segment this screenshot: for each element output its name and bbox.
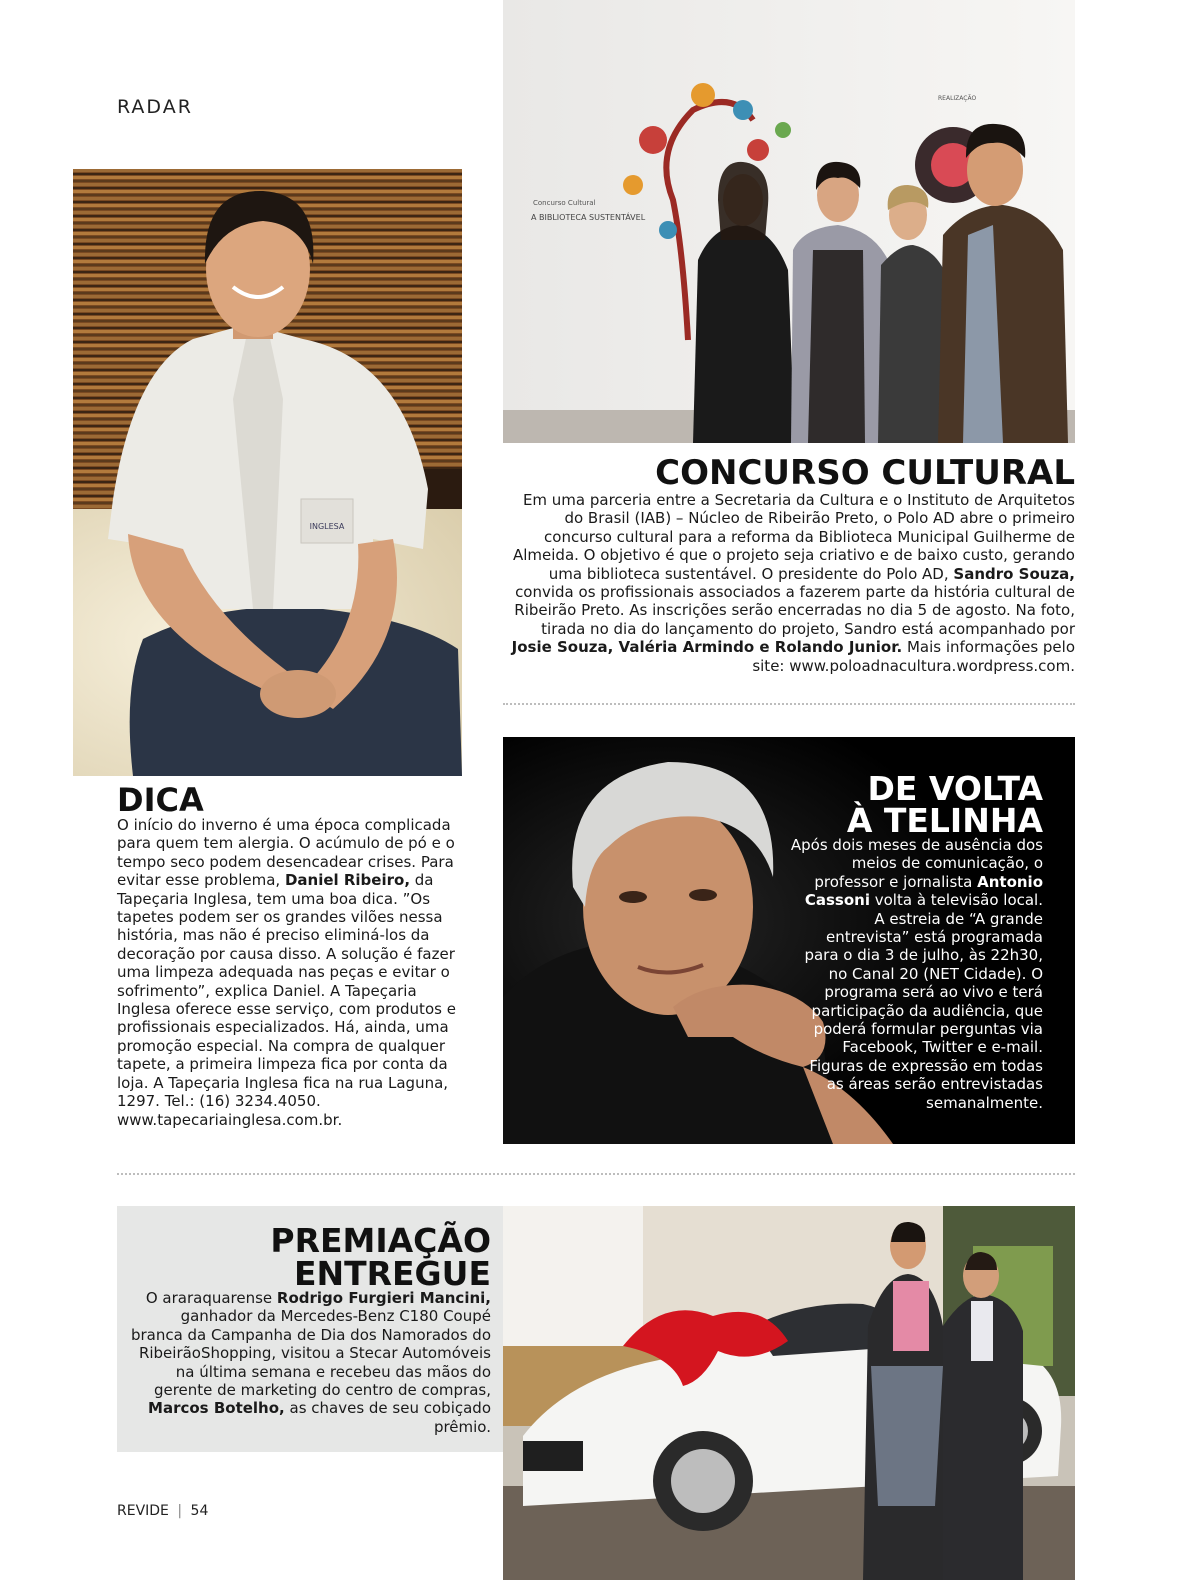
concurso-photo xyxy=(503,0,1075,443)
telinha-body xyxy=(790,836,1043,1112)
concurso-bold-1: Sandro Souza, xyxy=(953,564,1075,583)
premiacao-title-line-2: ENTREGUE xyxy=(293,1254,491,1293)
premiacao-bold-2: Marcos Botelho, xyxy=(148,1399,285,1418)
premiacao-title-line-1: PREMIAÇÃO xyxy=(270,1221,491,1260)
divider-top-right xyxy=(503,703,1075,705)
telinha-text-1: Após dois meses de ausência dos meios de comunicação, o professor e jornalista xyxy=(790,836,1043,891)
premiacao-body xyxy=(130,1289,491,1436)
premiacao-title xyxy=(117,1221,491,1293)
dica-text-1: O início do inverno é uma época complicada para quem tem alergia. O acúmulo de pó e o tempo seco podem desencadear crises. Para evitar esse problema, xyxy=(117,816,455,890)
premiacao-text-2: ganhador da Mercedes-Benz C180 Coupé branca da Campanha de Dia dos Namorados do RibeirãoShopping, visitou a Stecar Automóveis na última semana e recebeu das mãos do gerente de marketing do centro de compras, xyxy=(130,1307,491,1400)
footer-separator: | xyxy=(177,1503,183,1519)
wall-text-2: A BIBLIOTECA SUSTENTÁVEL xyxy=(531,213,646,222)
telinha-title xyxy=(790,769,1043,840)
wall-text-3: REALIZAÇÃO xyxy=(938,95,977,102)
divider-middle xyxy=(117,1173,1075,1175)
telinha-text-2: volta à televisão local. A estreia de “A grande entrevista” está programada para o dia 3 de julho, às 22h30, no Canal 20 (NET Cidade). O programa será ao vivo e terá participação da audiência, que poderá formular perguntas via Facebook, Twitter e e-mail. Figuras de expressão em todas as áreas serão entrevistadas semanalmente. xyxy=(804,891,1043,1112)
concurso-text-3: Mais informações pelo site: www.poloadnacultura.wordpress.com. xyxy=(752,638,1075,675)
concurso-text-1: Em uma parceria entre a Secretaria da Cultura e o Instituto de Arquitetos do Brasil (IAB) – Núcleo de Ribeirão Preto, o Polo AD abre o primeiro concurso cultural para a reforma da Biblioteca Municipal Guilherme de Almeida. O objetivo é que o projeto seja criativo e de baixo custo, gerando uma biblioteca sustentável. O presidente do Polo AD, xyxy=(512,491,1075,583)
shirt-logo-text: INGLESA xyxy=(309,522,345,531)
telinha-title-line-1: DE VOLTA xyxy=(867,769,1043,808)
dica-body xyxy=(117,816,462,1129)
dica-photo xyxy=(73,169,462,776)
premiacao-text-3: as chaves de seu cobiçado prêmio. xyxy=(284,1399,491,1436)
premiacao-photo xyxy=(503,1206,1075,1580)
concurso-title: CONCURSO CULTURAL xyxy=(655,453,1075,493)
dica-bold-1: Daniel Ribeiro, xyxy=(284,871,411,890)
dica-text-2: da Tapeçaria Inglesa, tem uma boa dica. ”Os tapetes podem ser os grandes vilões nessa história, mas não é preciso eliminá-los da decoração por causa disso. A solução é fazer uma limpeza adequada nas peças e evitar o sofrimento”, explica Daniel. A Tapeçaria Inglesa oferece esse serviço, com produtos e profissionais especializados. Há, ainda, uma promoção especial. Na compra de qualquer tapete, a primeira limpeza fica por conta da loja. A Tapeçaria Inglesa fica na rua Laguna, 1297. Tel.: (16) 3234.4050. www.tapecariainglesa.com.br. xyxy=(117,871,456,1129)
footer-page-number: 54 xyxy=(190,1503,209,1519)
concurso-bold-2: Josie Souza, Valéria Armindo e Rolando Junior. xyxy=(511,638,903,657)
telinha-title-line-2: À TELINHA xyxy=(846,801,1043,840)
premiacao-text-1: O araraquarense xyxy=(145,1289,277,1307)
telinha-bold-1: Antonio Cassoni xyxy=(804,872,1043,910)
concurso-body xyxy=(503,491,1075,675)
section-label: RADAR xyxy=(117,96,193,118)
premiacao-bold-1: Rodrigo Furgieri Mancini, xyxy=(276,1289,491,1307)
wall-text-1: Concurso Cultural xyxy=(533,199,596,207)
dica-title: DICA xyxy=(117,781,204,819)
footer-magazine: REVIDE xyxy=(117,1503,169,1519)
concurso-text-2: convida os profissionais associados a fazerem parte da história cultural de Ribeirão Preto. As inscrições serão encerradas no dia 5 de agosto. Na foto, tirada no dia do lançamento do projeto, Sandro está acompanhado por xyxy=(514,583,1075,638)
page-footer xyxy=(117,1503,208,1519)
